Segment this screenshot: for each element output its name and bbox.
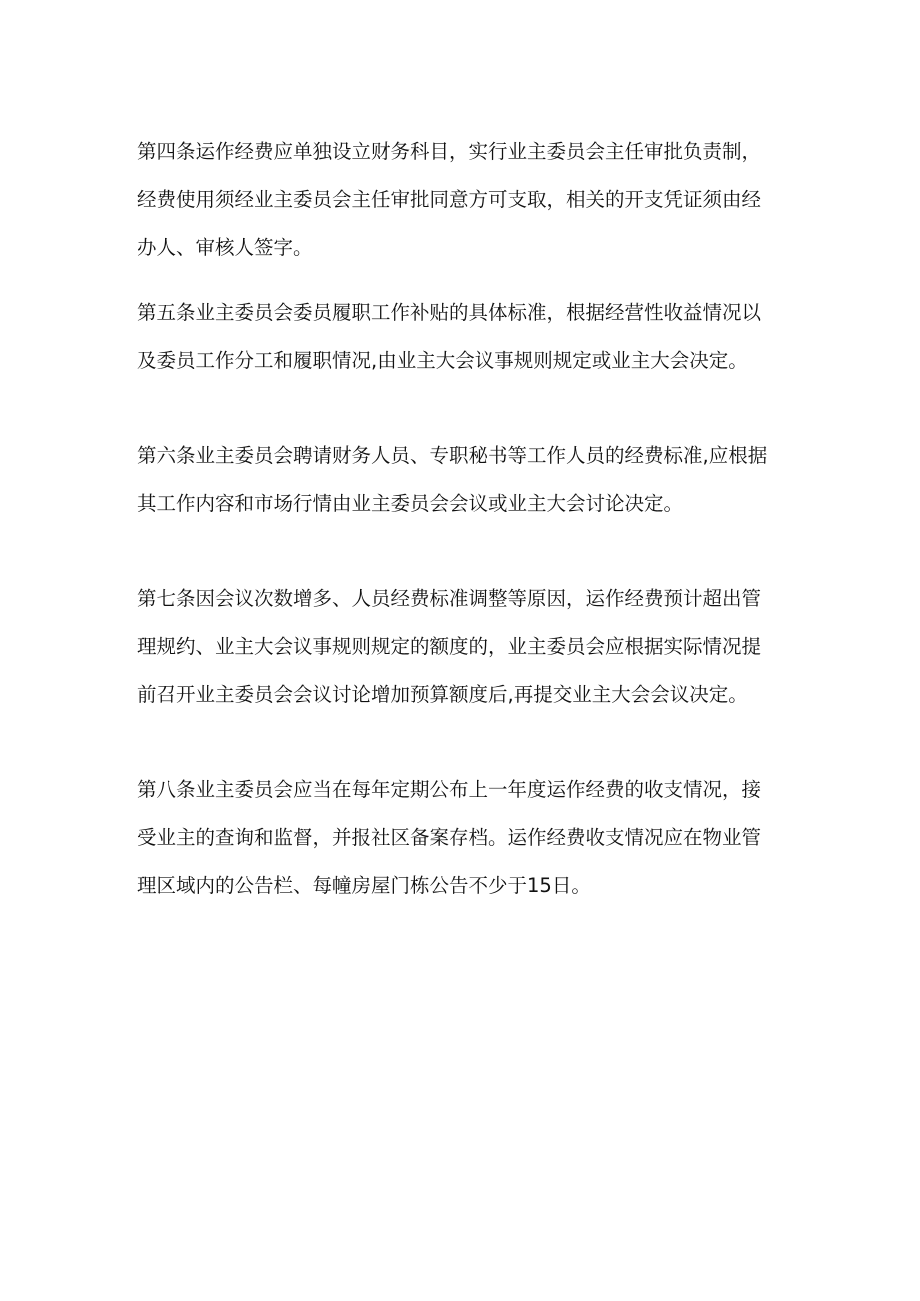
- paragraph-line: 办人、审核人签字。: [137, 236, 313, 259]
- paragraph-line: 理区域内的公告栏、每幢房屋门栋公告不少于15日。: [137, 874, 591, 897]
- article-7-paragraph: [137, 584, 787, 728]
- paragraph-line: 第六条业主委员会聘请财务人员、专职秘书等工作人员的经费标准,应根据: [137, 444, 768, 467]
- article-4-paragraph: [137, 137, 787, 281]
- paragraph-line: 理规约、业主大会议事规则规定的额度的，业主委员会应根据实际情况提: [137, 635, 762, 658]
- paragraph-line: 前召开业主委员会会议讨论增加预算额度后,再提交业主大会会议决定。: [137, 683, 748, 706]
- article-8-paragraph: [137, 775, 787, 919]
- paragraph-line: 及委员工作分工和履职情况,由业主大会议事规则规定或业主大会决定。: [137, 349, 748, 372]
- paragraph-line: 经费使用须经业主委员会主任审批同意方可支取，相关的开支凭证须由经: [137, 188, 762, 211]
- paragraph-line: 其工作内容和市场行情由业主委员会会议或业主大会讨论决定。: [137, 492, 684, 515]
- paragraph-line: 第四条运作经费应单独设立财务科目，实行业主委员会主任审批负责制，: [137, 140, 762, 163]
- paragraph-line: 第八条业主委员会应当在每年定期公布上一年度运作经费的收支情况，接: [137, 778, 762, 801]
- article-6-paragraph: [137, 441, 787, 537]
- paragraph-line: 第七条因会议次数增多、人员经费标准调整等原因，运作经费预计超出管: [137, 587, 762, 610]
- article-5-paragraph: [137, 298, 787, 394]
- paragraph-line: 受业主的查询和监督，并报社区备案存档。运作经费收支情况应在物业管: [137, 826, 762, 849]
- paragraph-line: 第五条业主委员会委员履职工作补贴的具体标准，根据经营性收益情况以: [137, 301, 762, 324]
